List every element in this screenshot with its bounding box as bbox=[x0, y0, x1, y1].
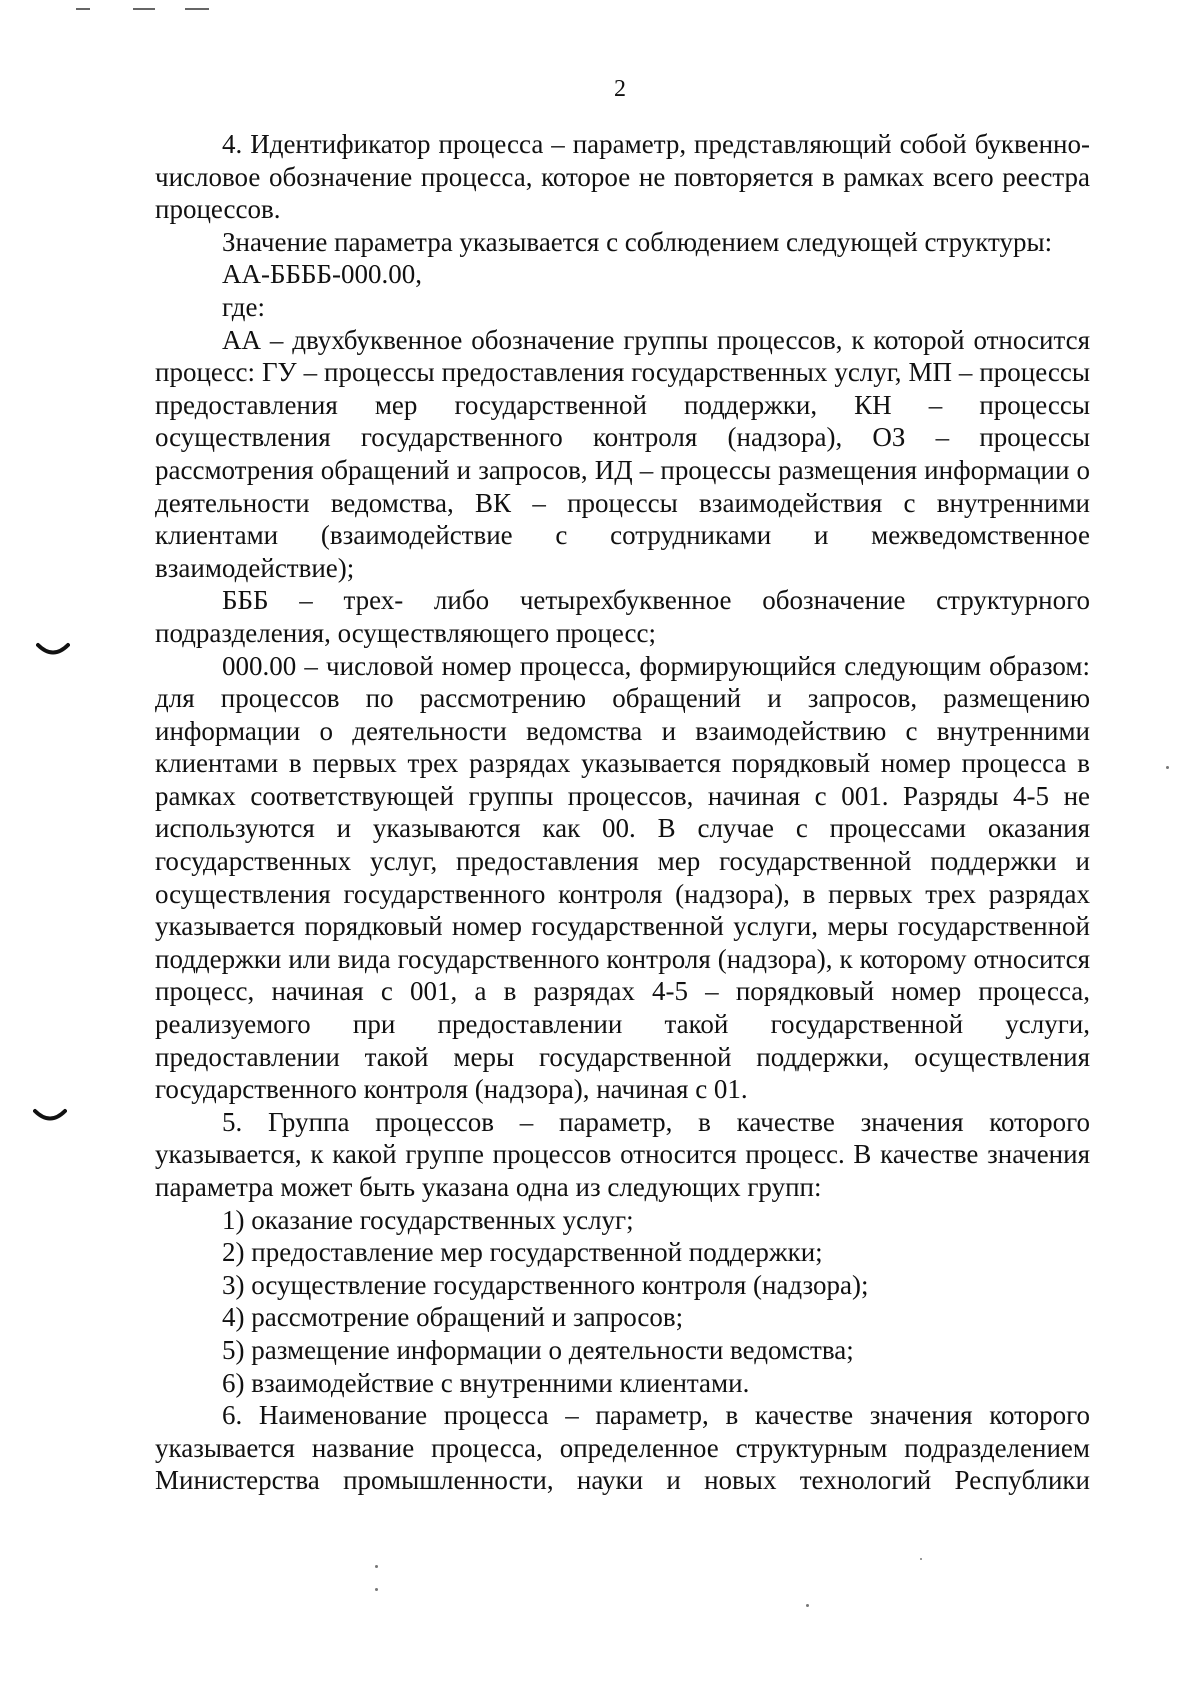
scan-artifact-mark bbox=[33, 1108, 67, 1124]
document-body bbox=[155, 128, 1090, 1497]
list-item: 4) рассмотрение обращений и запросов; bbox=[222, 1302, 684, 1333]
page-number: 2 bbox=[614, 76, 626, 102]
list-item: 5) размещение информации о деятельности ведомства; bbox=[222, 1334, 854, 1365]
scan-artifact-dot bbox=[1166, 766, 1169, 769]
paragraph-process-identifier: 4. Идентификатор процесса – параметр, представляющий собой буквенно-числовое обозначение процесса, которое не повторяется в рамках всего реестра процессов. bbox=[155, 129, 1090, 225]
list-item: 2) предоставление мер государственной поддержки; bbox=[222, 1237, 823, 1268]
paragraph-process-group: 5. Группа процессов – параметр, в качестве значения которого указывается, к какой группе процессов относится процесс. В качестве значения параметра может быть указана одна из следующих групп: bbox=[155, 1106, 1090, 1202]
paragraph-process-name: 6. Наименование процесса – параметр, в качестве значения которого указывается название процесса, определенное структурным подразделением Министерства промышленности, науки и новых технологий Республики bbox=[155, 1400, 1090, 1496]
scan-artifact-dot bbox=[375, 1588, 378, 1591]
scan-artifact-dot bbox=[375, 1565, 378, 1568]
paragraph-number-code: 000.00 – числовой номер процесса, формирующийся следующим образом: для процессов по рассмотрению обращений и запросов, размещению информации о деятельности ведомства и взаимодействию с внутренними клиентами в первых трех разрядах указывается порядковый номер процесса в рамках соответствующей группы процессов, начиная с 001. Разряды 4-5 не используются и указываются как 00. В случае с процессами оказания государственных услуг, предоставления мер государственной поддержки и осуществления государственного контроля (надзора), в первых трех разрядах указывается порядковый номер государственной услуги, меры государственной поддержки или вида государственного контроля (надзора), к которому относится процесс, начиная с 001, а в разрядах 4-5 – порядковый номер процесса, реализуемого при предоставлении такой государственной услуги, предоставлении такой меры государственной поддержки, осуществления государственного контроля (надзора), начиная с 01. bbox=[155, 650, 1090, 1105]
list-item: 1) оказание государственных услуг; bbox=[222, 1204, 634, 1235]
list-item: 3) осуществление государственного контроля (надзора); bbox=[222, 1269, 869, 1300]
scan-artifact-dot bbox=[920, 1558, 922, 1560]
scan-artifact-mark bbox=[36, 642, 70, 658]
paragraph-group-code: АА – двухбуквенное обозначение группы процессов, к которой относится процесс: ГУ – процессы предоставления государственных услуг, МП – процессы предоставления мер государственной поддержки, КН – процессы осуществления государственного контроля (надзора), ОЗ – процессы рассмотрения обращений и запросов, ИД – процессы размещения информации о деятельности ведомства, ВК – процессы взаимодействия с внутренними клиентами (взаимодействие с сотрудниками и межведомственное взаимодействие); bbox=[155, 324, 1090, 583]
paragraph-department-code: БББ – трех- либо четырехбуквенное обозначение структурного подразделения, осуществляющего процесс; bbox=[155, 585, 1090, 648]
list-item: 6) взаимодействие с внутренними клиентами. bbox=[222, 1367, 750, 1398]
where-label: где: bbox=[222, 291, 265, 322]
scan-artifact-dash bbox=[133, 8, 155, 10]
scan-artifact-dash bbox=[185, 8, 209, 10]
paragraph-identifier-structure: Значение параметра указывается с соблюдением следующей структуры: bbox=[222, 226, 1053, 257]
identifier-format: АА-ББББ-000.00, bbox=[222, 259, 422, 290]
scan-artifact-dash bbox=[76, 8, 90, 10]
scan-artifact-dot bbox=[806, 1604, 809, 1607]
